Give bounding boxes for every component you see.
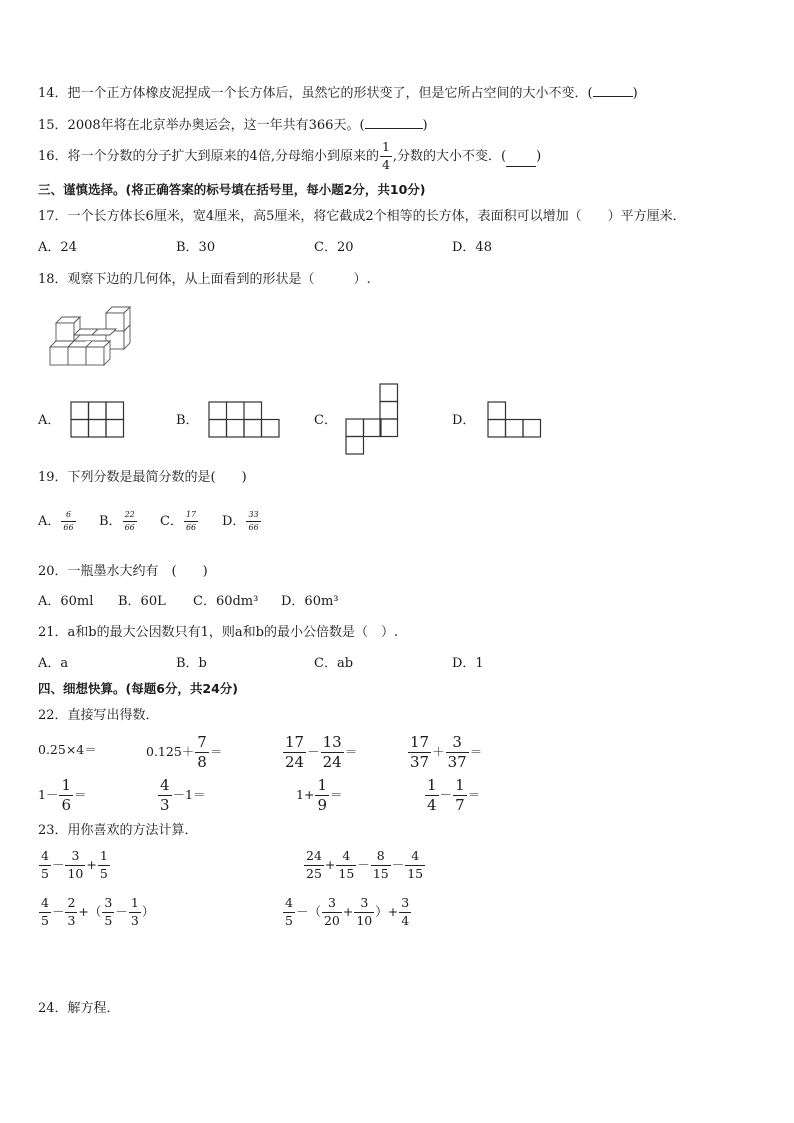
operator: － bbox=[51, 903, 65, 919]
calc-item: $\frac{17}{24}$ － $\frac{13}{24}$ ＝ bbox=[285, 733, 358, 771]
operator: ）+ bbox=[375, 903, 399, 919]
question-17: 17．一个长方体长6厘米，宽4厘米，高5厘米，将它截成2个相等的长方体，表面积可以增加（ ）平方厘米． bbox=[38, 209, 686, 224]
option-d[interactable]: D．1 bbox=[452, 656, 484, 671]
calc-expression bbox=[38, 850, 111, 880]
calc-item: 0.125＋ $\frac{7}{8}$ ＝ bbox=[146, 733, 223, 771]
option-c[interactable]: C． bbox=[314, 413, 337, 428]
calc-item: 1+ $\frac{1}{9}$ ＝ bbox=[296, 776, 343, 814]
fraction: $\frac{3}{10}$ bbox=[67, 848, 84, 881]
calc-item: $\frac{1}{4}$ － $\frac{1}{7}$ ＝ bbox=[427, 776, 481, 814]
option-a[interactable]: A． $\frac{6}{66}$ bbox=[38, 510, 74, 532]
calc-item: 0.25×4＝ bbox=[38, 742, 97, 757]
fraction: $\frac{24}{25}$ bbox=[306, 848, 322, 881]
option-a[interactable]: A．60ml bbox=[38, 594, 94, 609]
question-19: 19．下列分数是最简分数的是( ) bbox=[38, 470, 247, 485]
question-22: 22．直接写出得数． bbox=[38, 708, 159, 723]
option-b[interactable]: B．b bbox=[176, 656, 207, 671]
option-a[interactable]: A．24 bbox=[38, 240, 77, 255]
option-a[interactable]: A． bbox=[38, 413, 61, 428]
fraction: $\frac{3}{4}$ bbox=[401, 895, 410, 928]
operator: +（ bbox=[78, 903, 102, 919]
section-3-heading: 三、谨慎选择。(将正确答案的标号填在括号里，每小题2分，共10分) bbox=[38, 182, 426, 197]
option-d[interactable]: D． bbox=[452, 413, 476, 428]
operator: ） bbox=[141, 903, 155, 919]
operator: － bbox=[51, 856, 65, 872]
option-a[interactable]: A．a bbox=[38, 656, 69, 671]
fraction: $\frac{8}{15}$ bbox=[372, 848, 389, 881]
fraction: $\frac{1}{4}$ bbox=[381, 139, 390, 172]
operator: －（ bbox=[295, 903, 321, 919]
question-24: 24．解方程． bbox=[38, 1001, 120, 1016]
calc-item: 1－ $\frac{1}{6}$ ＝ bbox=[38, 776, 87, 814]
option-c[interactable]: C．20 bbox=[314, 240, 354, 255]
option-b[interactable]: B． $\frac{22}{66}$ bbox=[99, 510, 135, 532]
fraction: $\frac{1}{3}$ bbox=[130, 895, 139, 928]
option-c-shape[interactable] bbox=[345, 383, 401, 455]
calc-item: $\frac{17}{37}$ ＋ $\frac{3}{37}$ ＝ bbox=[410, 733, 483, 771]
option-d-shape[interactable] bbox=[487, 401, 543, 439]
option-c[interactable]: C．60dm³ bbox=[193, 594, 259, 609]
fraction: $\frac{3}{10}$ bbox=[356, 895, 373, 928]
answer-blank[interactable] bbox=[506, 155, 536, 167]
fraction: $\frac{4}{5}$ bbox=[41, 895, 49, 928]
option-c[interactable]: C． $\frac{17}{66}$ bbox=[160, 510, 197, 532]
answer-blank[interactable] bbox=[593, 85, 633, 97]
option-b[interactable]: B． bbox=[176, 413, 199, 428]
option-b[interactable]: B．30 bbox=[176, 240, 216, 255]
section-4-heading: 四、细想快算。(每题6分，共24分) bbox=[38, 681, 239, 696]
operator: － bbox=[115, 903, 128, 919]
fraction: $\frac{3}{5}$ bbox=[104, 895, 113, 928]
fraction: $\frac{2}{3}$ bbox=[67, 895, 76, 928]
fraction: $\frac{4}{5}$ bbox=[41, 848, 49, 881]
option-a-shape[interactable] bbox=[70, 401, 126, 439]
option-b[interactable]: B．60L bbox=[118, 594, 166, 609]
option-c[interactable]: C．ab bbox=[314, 656, 354, 671]
operator: － bbox=[391, 856, 405, 872]
question-16: 16．将一个分数的分子扩大到原来的4倍,分母缩小到原来的 $\frac{1}{4}$ ,分数的大小不变．( ) bbox=[38, 139, 542, 172]
fraction: $\frac{1}{5}$ bbox=[99, 848, 108, 881]
operator: － bbox=[357, 856, 370, 872]
fraction: $\frac{4}{5}$ bbox=[285, 895, 293, 928]
fraction: $\frac{4}{15}$ bbox=[338, 848, 355, 881]
question-15: 15．2008年将在北京举办奥运会，这一年共有366天。( ) bbox=[38, 118, 428, 133]
option-d[interactable]: D． $\frac{33}{66}$ bbox=[222, 510, 259, 532]
calc-item: $\frac{4}{3}$ －1＝ bbox=[160, 776, 206, 814]
calc-expression bbox=[282, 897, 412, 927]
calc-expression bbox=[303, 850, 426, 880]
option-b-shape[interactable] bbox=[208, 401, 282, 439]
question-21: 21．a和b的最大公因数只有1，则a和b的最小公倍数是（ ）. bbox=[38, 625, 399, 640]
fraction: $\frac{3}{20}$ bbox=[323, 895, 340, 928]
operator: + bbox=[324, 856, 336, 872]
question-23: 23．用你喜欢的方法计算． bbox=[38, 823, 198, 838]
cube-solid-figure bbox=[44, 305, 144, 375]
question-14: 14．把一个正方体橡皮泥捏成一个长方体后，虽然它的形状变了，但是它所占空间的大小不变．( ) bbox=[38, 86, 638, 101]
answer-blank[interactable] bbox=[365, 117, 423, 129]
fraction: $\frac{4}{15}$ bbox=[407, 848, 424, 881]
operator: + bbox=[86, 856, 97, 872]
calc-expression bbox=[38, 897, 154, 927]
option-d[interactable]: D．60m³ bbox=[281, 594, 339, 609]
question-18: 18．观察下边的几何体，从上面看到的形状是（ ）. bbox=[38, 272, 371, 287]
operator: + bbox=[342, 903, 354, 919]
option-d[interactable]: D．48 bbox=[452, 240, 492, 255]
question-20: 20．一瓶墨水大约有 ( ) bbox=[38, 564, 208, 579]
